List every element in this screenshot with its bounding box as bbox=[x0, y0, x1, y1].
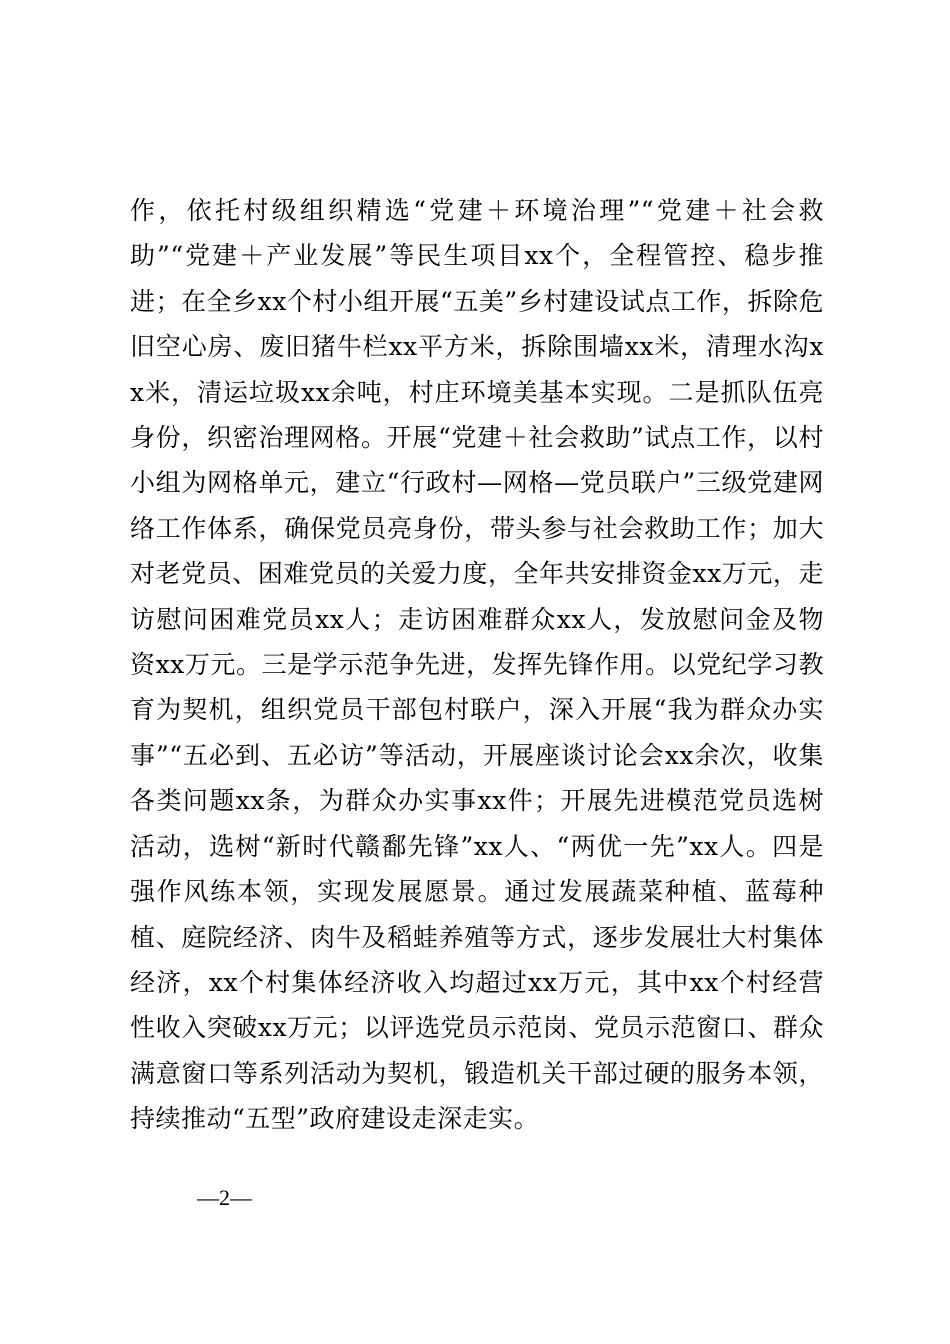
body-paragraph: 作，依托村级组织精选“党建＋环境治理”“党建＋社会救助”“党建＋产业发展”等民生项目xx个，全程管控、稳步推进；在全乡xx个村小组开展“五美”乡村建设试点工作，拆除危旧空心房、废旧猪牛栏xx平方米，拆除围墙xx米，清理水沟xx米，清运垃圾xx余吨，村庄环境美基本实现。二是抓队伍亮身份，织密治理网格。开展“党建＋社会救助”试点工作，以村小组为网格单元，建立“行政村—网格—党员联户”三级党建网络工作体系，确保党员亮身份，带头参与社会救助工作；加大对老党员、困难党员的关爱力度，全年共安排资金xx万元，走访慰问困难党员xx人；走访困难群众xx人，发放慰问金及物资xx万元。三是学示范争先进，发挥先锋作用。以党纪学习教育为契机，组织党员干部包村联户，深入开展“我为群众办实事”“五必到、五必访”等活动，开展座谈讨论会xx余次，收集各类问题xx条，为群众办实事xx件；开展先进模范党员选树活动，选树“新时代赣鄱先锋”xx人、“两优一先”xx人。四是强作风练本领，实现发展愿景。通过发展蔬菜种植、蓝莓种植、庭院经济、肉牛及稻蛙养殖等方式，逐步发展壮大村集体经济，xx个村集体经济收入均超过xx万元，其中xx个村经营性收入突破xx万元；以评选党员示范岗、党员示范窗口、群众满意窗口等系列活动为契机，锻造机关干部过硬的服务本领，持续推动“五型”政府建设走深走实。 bbox=[130, 196, 824, 1134]
page-number: —2— bbox=[197, 1185, 252, 1210]
